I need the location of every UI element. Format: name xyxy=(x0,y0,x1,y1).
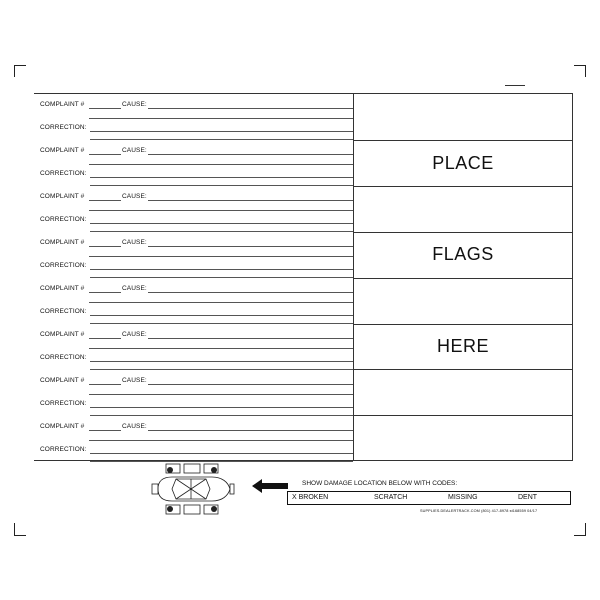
code-broken: X BROKEN xyxy=(292,494,329,501)
crop-mark xyxy=(14,65,15,77)
damage-codes-box xyxy=(287,491,571,505)
correction-label: CORRECTION: xyxy=(40,354,87,361)
correction-field[interactable] xyxy=(90,361,353,362)
complaint-row xyxy=(34,370,353,416)
complaint-row xyxy=(34,186,353,232)
complaint-row xyxy=(34,232,353,278)
cause-label: CAUSE: xyxy=(122,239,147,246)
complaint-number-field[interactable] xyxy=(89,154,121,155)
cause-label: CAUSE: xyxy=(122,423,147,430)
cause-field[interactable] xyxy=(148,430,353,431)
complaint-number-field[interactable] xyxy=(89,338,121,339)
cause-label: CAUSE: xyxy=(122,101,147,108)
cause-field-line2[interactable] xyxy=(89,302,353,303)
ro-number-line xyxy=(505,85,525,86)
complaint-row xyxy=(34,94,353,140)
complaint-label: COMPLAINT # xyxy=(40,147,85,154)
complaint-row xyxy=(34,278,353,324)
correction-field[interactable] xyxy=(90,315,353,316)
crop-mark xyxy=(585,65,586,77)
crop-mark xyxy=(574,65,586,66)
complaint-number-field[interactable] xyxy=(89,430,121,431)
left-arrow-icon xyxy=(252,478,288,494)
cause-label: CAUSE: xyxy=(122,377,147,384)
complaint-row xyxy=(34,324,353,370)
correction-label: CORRECTION: xyxy=(40,400,87,407)
cause-field[interactable] xyxy=(148,154,353,155)
flag-text-here: HERE xyxy=(436,336,489,356)
crop-mark xyxy=(14,65,26,66)
cause-field-line2[interactable] xyxy=(89,440,353,441)
cause-field-line2[interactable] xyxy=(89,210,353,211)
correction-label: CORRECTION: xyxy=(40,170,87,177)
cause-field[interactable] xyxy=(148,292,353,293)
flag-cell-divider xyxy=(354,415,572,416)
cause-field-line2[interactable] xyxy=(89,256,353,257)
cause-label: CAUSE: xyxy=(122,331,147,338)
flag-cell-divider xyxy=(354,324,572,325)
flag-cell-divider xyxy=(354,369,572,370)
complaint-label: COMPLAINT # xyxy=(40,331,85,338)
code-dent: DENT xyxy=(518,494,538,501)
damage-instruction: SHOW DAMAGE LOCATION BELOW WITH CODES: xyxy=(302,480,458,487)
cause-field[interactable] xyxy=(148,338,353,339)
flag-cell-divider xyxy=(354,278,572,279)
complaint-row xyxy=(34,416,353,462)
cause-label: CAUSE: xyxy=(122,147,147,154)
cause-field-line2[interactable] xyxy=(89,164,353,165)
correction-field[interactable] xyxy=(90,269,353,270)
cause-field-line2[interactable] xyxy=(89,348,353,349)
cause-label: CAUSE: xyxy=(122,285,147,292)
complaint-label: COMPLAINT # xyxy=(40,423,85,430)
complaint-number-field[interactable] xyxy=(89,292,121,293)
code-missing: MISSING xyxy=(448,494,478,501)
cause-field[interactable] xyxy=(148,108,353,109)
complaint-label: COMPLAINT # xyxy=(40,377,85,384)
flag-cell-divider xyxy=(354,140,572,141)
cause-field[interactable] xyxy=(148,200,353,201)
correction-field[interactable] xyxy=(90,131,353,132)
correction-label: CORRECTION: xyxy=(40,262,87,269)
correction-label: CORRECTION: xyxy=(40,216,87,223)
complaint-label: COMPLAINT # xyxy=(40,193,85,200)
complaint-row xyxy=(34,140,353,186)
code-scratch: SCRATCH xyxy=(374,494,408,501)
crop-mark xyxy=(585,523,586,535)
correction-field[interactable] xyxy=(90,177,353,178)
correction-field[interactable] xyxy=(90,223,353,224)
crop-mark xyxy=(574,535,586,536)
cause-field[interactable] xyxy=(148,246,353,247)
complaint-number-field[interactable] xyxy=(89,384,121,385)
crop-mark xyxy=(14,523,15,535)
correction-label: CORRECTION: xyxy=(40,124,87,131)
correction-label: CORRECTION: xyxy=(40,446,87,453)
flag-text-place: PLACE xyxy=(432,153,494,173)
complaint-number-field[interactable] xyxy=(89,246,121,247)
cause-field-line2[interactable] xyxy=(89,394,353,395)
form-column-divider xyxy=(353,93,354,461)
form-right-border xyxy=(572,93,573,461)
crop-mark xyxy=(14,535,26,536)
complaint-label: COMPLAINT # xyxy=(40,239,85,246)
cause-label: CAUSE: xyxy=(122,193,147,200)
correction-field[interactable] xyxy=(90,453,353,454)
complaint-label: COMPLAINT # xyxy=(40,285,85,292)
correction-field[interactable] xyxy=(90,407,353,408)
cause-field[interactable] xyxy=(148,384,353,385)
correction-label: CORRECTION: xyxy=(40,308,87,315)
complaint-number-field[interactable] xyxy=(89,200,121,201)
supplier-footer: SUPPLIES.DEALERTRACK.COM (801) 417-8978 st168559 04/17 xyxy=(420,509,538,513)
flag-cell-divider xyxy=(354,232,572,233)
cause-field-line2[interactable] xyxy=(89,118,353,119)
complaint-label: COMPLAINT # xyxy=(40,101,85,108)
complaint-number-field[interactable] xyxy=(89,108,121,109)
flag-cell-divider xyxy=(354,186,572,187)
flag-text-flags: FLAGS xyxy=(432,244,494,264)
vehicle-diagram-icon[interactable] xyxy=(150,462,235,516)
